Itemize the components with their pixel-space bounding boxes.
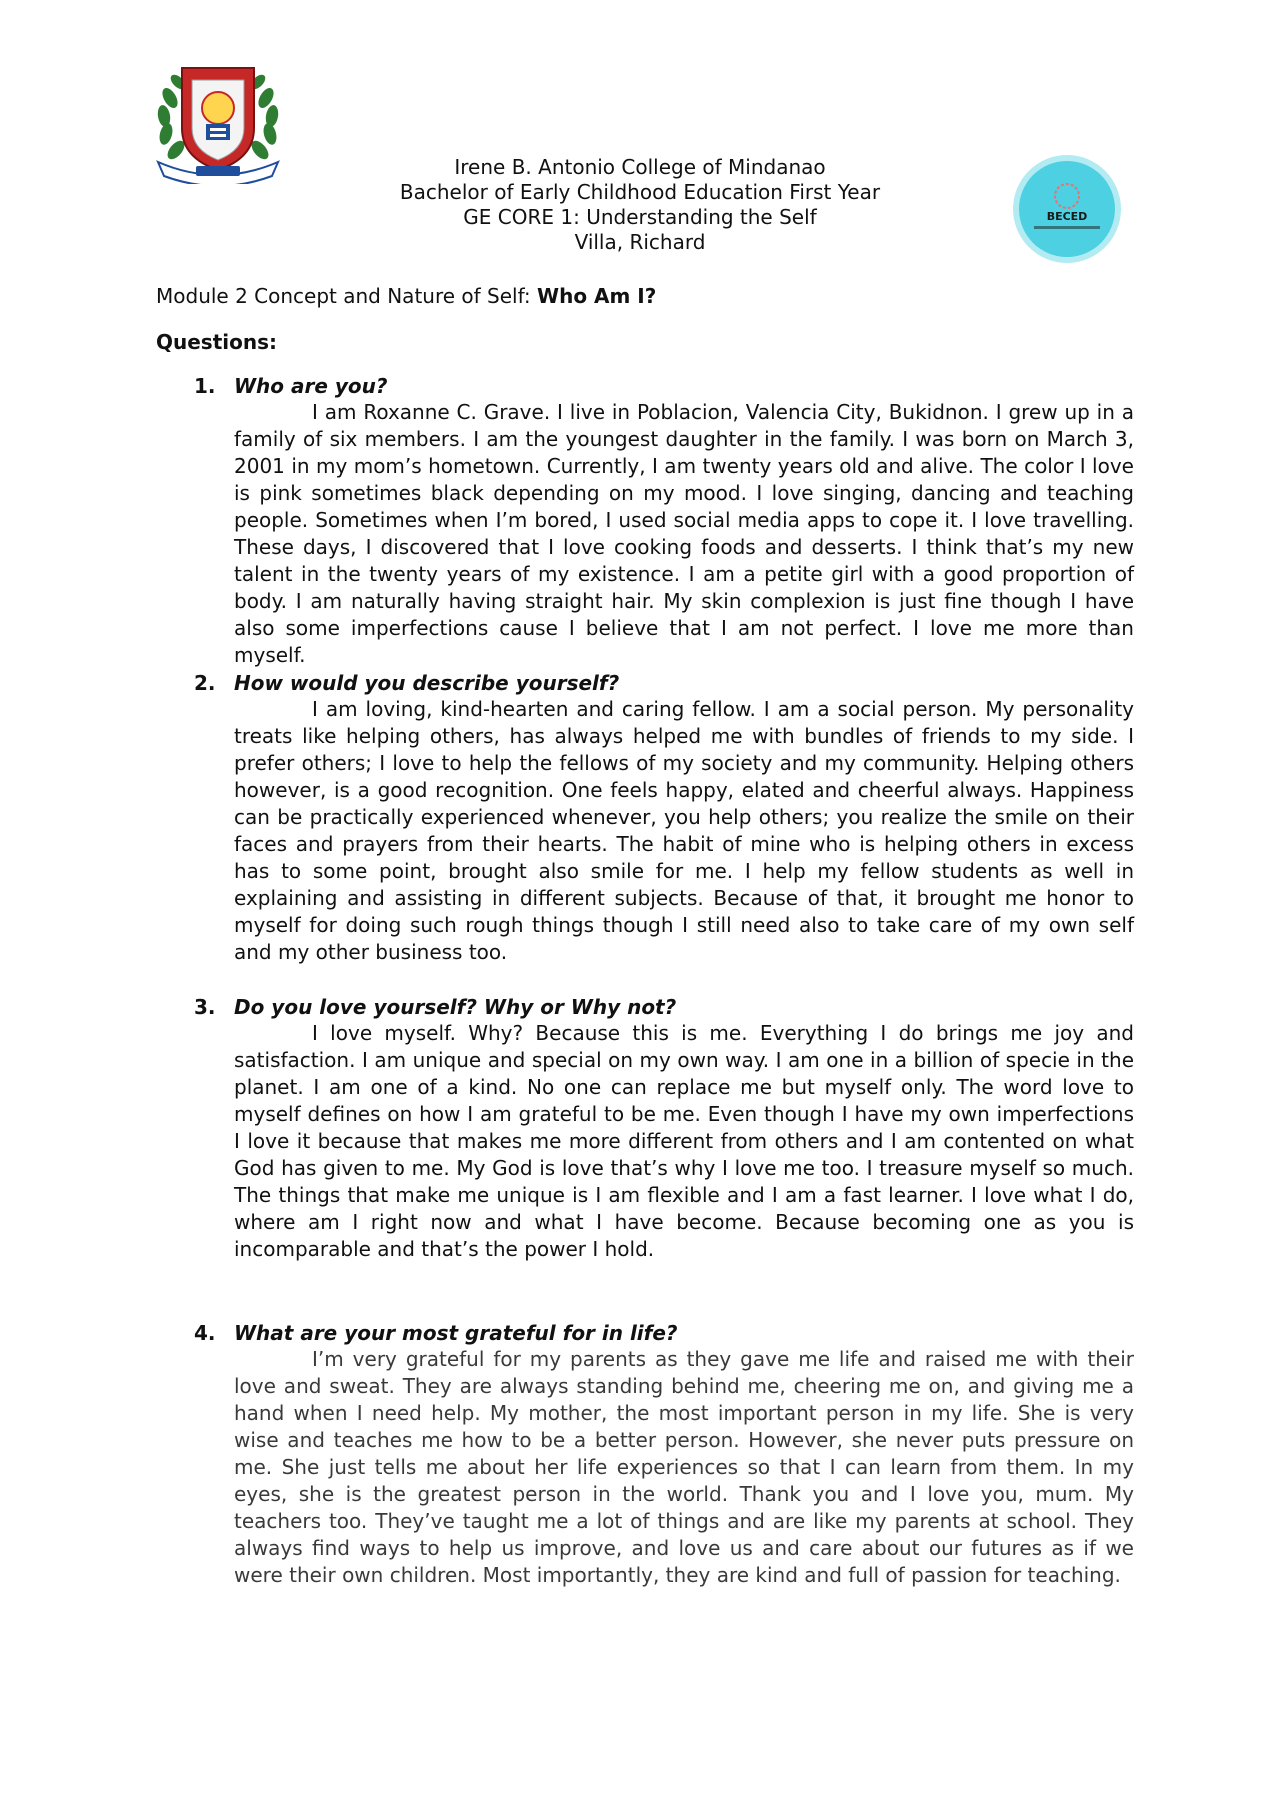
question-item-4 (194, 1320, 1134, 1589)
question-title (194, 994, 1134, 1020)
college-seal-logo (152, 58, 284, 184)
question-text: Who are you? (234, 374, 388, 398)
question-item-3 (194, 994, 1134, 1263)
module-prefix: Module 2 Concept and Nature of Self: (156, 284, 538, 308)
question-title (194, 670, 1134, 696)
question-text: What are your most grateful for in life? (234, 1321, 678, 1345)
question-number: 3. (194, 995, 216, 1019)
svg-text:BECED: BECED (1046, 210, 1088, 223)
question-text: Do you love yourself? Why or Why not? (234, 995, 677, 1019)
program-name: Bachelor of Early Childhood Education First Year (399, 180, 881, 204)
answer-paragraph: I am loving, kind-hearten and caring fellow. I am a social person. My personality treats like helping others, has always helped me with bundles of friends to my side. I prefer others; I love to help the fellows of my society and my community. Helping others however, is a good recognition. One feels happy, elated and cheerful always. Happiness can be practically experienced whenever, you help others; you realize the smile on their faces and prayers from their hearts. The habit of mine who is helping others in excess has to some point, brought also smile for me. I help my fellow students as well in explaining and assisting in different subjects. Because of that, it brought me honor to myself for doing such rough things though I still need also to take care of my own self and my other business too. (234, 697, 1134, 964)
beced-badge-logo (1012, 154, 1122, 264)
question-number: 4. (194, 1321, 216, 1345)
questions-heading: Questions: (156, 330, 278, 354)
document-header (320, 155, 960, 255)
question-text: How would you describe yourself? (234, 671, 620, 695)
course-name: GE CORE 1: Understanding the Self (463, 205, 817, 229)
question-title (194, 1320, 1134, 1346)
student-name: Villa, Richard (574, 230, 706, 254)
answer-paragraph: I love myself. Why? Because this is me. Everything I do brings me joy and satisfaction. I am unique and special on my own way. I am one in a billion of specie in the planet. I am one of a kind. No one can replace me but myself only. The word love to myself defines on how I am grateful to be me. Even though I have my own imperfections I love it because that makes me more different from others and I am contented on what God has given to me. My God is love that’s why I love me too. I treasure myself so much. The things that make me unique is I am flexible and I am a fast learner. I love what I do, where am I right now and what I have become. Because becoming one as you is incomparable and that’s the power I hold. (234, 1021, 1134, 1261)
answer-paragraph: I am Roxanne C. Grave. I live in Poblacion, Valencia City, Bukidnon. I grew up in a family of six members. I am the youngest daughter in the family. I was born on March 3, 2001 in my mom’s hometown. Currently, I am twenty years old and alive. The color I love is pink sometimes black depending on my mood. I love singing, dancing and teaching people. Sometimes when I’m bored, I used social media apps to cope it. I love travelling. These days, I discovered that I love cooking foods and desserts. I think that’s my new talent in the twenty years of my existence. I am a petite girl with a good proportion of body. I am naturally having straight hair. My skin complexion is just fine though I have also some imperfections cause I believe that I am not perfect. I love me more than myself. (234, 400, 1134, 667)
question-title (194, 373, 1134, 399)
institution-name: Irene B. Antonio College of Mindanao (454, 155, 826, 179)
question-number: 1. (194, 374, 216, 398)
question-item-2 (194, 670, 1134, 966)
answer-paragraph: I’m very grateful for my parents as they gave me life and raised me with their love and sweat. They are always standing behind me, cheering me on, and giving me a hand when I need help. My mother, the most important person in my life. She is very wise and teaches me how to be a better person. However, she never puts pressure on me. She just tells me about her life experiences so that I can learn from them. In my eyes, she is the greatest person in the world. Thank you and I love you, mum. My teachers too. They’ve taught me a lot of things and are like my parents at school. They always find ways to help us improve, and love us and care about our futures as if we were their own children. Most importantly, they are kind and full of passion for teaching. (234, 1347, 1134, 1587)
module-title: Who Am I? (537, 284, 657, 308)
question-number: 2. (194, 671, 216, 695)
module-title-line (156, 284, 656, 309)
question-item-1 (194, 373, 1134, 669)
